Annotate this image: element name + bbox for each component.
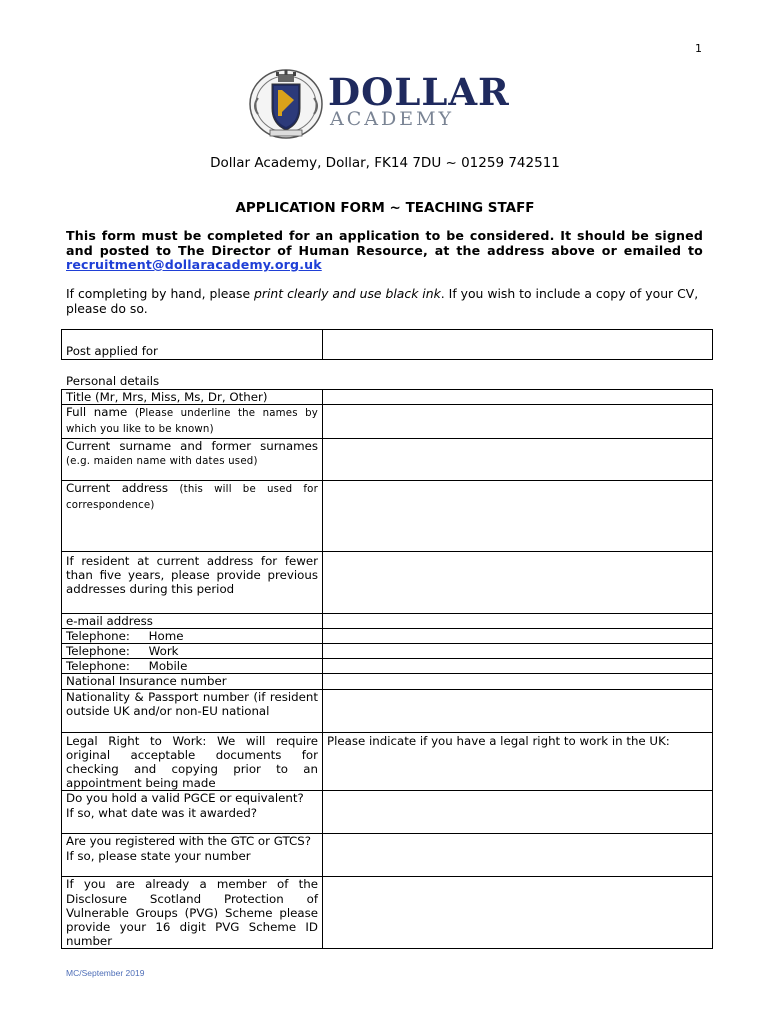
telephone-home-field[interactable]: [323, 628, 713, 643]
gtc-number-question: If so, please state your number: [66, 848, 251, 863]
post-table: [61, 329, 713, 360]
current-address-field[interactable]: [323, 480, 713, 551]
intro-paragraph: [66, 229, 703, 273]
legal-right-label: Legal Right to Work: We will require original acceptable documents for checking and copying prior to an appointment being made: [62, 732, 323, 791]
gtc-field[interactable]: [323, 834, 713, 877]
full-name-text: Full name: [66, 405, 128, 420]
title-field[interactable]: [323, 390, 713, 405]
email-field[interactable]: [323, 613, 713, 628]
current-address-text: Current address: [66, 480, 169, 495]
pgce-label: [62, 791, 323, 834]
full-name-label: [62, 405, 323, 438]
telephone-mobile-label: Telephone: Mobile: [62, 659, 323, 674]
previous-address-label: [62, 551, 323, 613]
post-applied-label: Post applied for: [62, 330, 323, 360]
pvg-label: If you are already a member of the Disclosure Scotland Protection of Vulnerable Groups (PVG) Scheme please provide your 16 digit PVG Scheme ID number: [62, 877, 323, 949]
telephone-home-label: Telephone: Home: [62, 628, 323, 643]
post-applied-field[interactable]: [323, 330, 713, 360]
surname-label: [62, 438, 323, 480]
form-title: APPLICATION FORM ~ TEACHING STAFF: [235, 200, 535, 216]
telephone-mobile-field[interactable]: [323, 659, 713, 674]
gtc-label: [62, 834, 323, 877]
personal-details-table: [61, 389, 713, 949]
telephone-work-field[interactable]: [323, 644, 713, 659]
legal-right-field[interactable]: Please indicate if you have a legal right to work in the UK:: [323, 732, 713, 791]
current-address-label: [62, 480, 323, 551]
gtc-question: Are you registered with the GTC or GTCS?: [66, 834, 311, 849]
recruitment-email-link[interactable]: recruitment@dollaracademy.org.uk: [66, 257, 322, 272]
telephone-work-label: Telephone: Work: [62, 644, 323, 659]
completion-note-emphasis: print clearly and use black ink: [254, 286, 441, 301]
logo-subtitle: ACADEMY: [330, 108, 455, 130]
completion-note: [66, 287, 711, 316]
ni-number-label: National Insurance number: [62, 674, 323, 689]
school-logo: [248, 68, 528, 140]
intro-text: This form must be completed for an application to be considered. It should be signed and posted to The Director of Human Resource, at the address above or emailed to: [66, 228, 703, 258]
full-name-field[interactable]: [323, 405, 713, 438]
pgce-date-question: If so, what date was it awarded?: [66, 805, 257, 820]
document-footer: MC/September 2019: [66, 968, 145, 978]
pgce-question: Do you hold a valid PGCE or equivalent?: [66, 791, 304, 806]
surname-text: Current surname and former surnames: [66, 438, 318, 453]
completion-note-end: . If you wish to include a copy of your CV, please do so.: [66, 286, 699, 316]
nationality-label: Nationality & Passport number (if resident outside UK and/or non-EU national: [62, 689, 323, 732]
email-label: e-mail address: [62, 613, 323, 628]
pgce-field[interactable]: [323, 791, 713, 834]
page-number: 1: [695, 42, 702, 55]
ni-number-field[interactable]: [323, 674, 713, 689]
pvg-field[interactable]: [323, 877, 713, 949]
completion-note-start: If completing by hand, please: [66, 286, 255, 301]
previous-address-field[interactable]: [323, 551, 713, 613]
full-name-note: (Please underline the names by which you like to be known): [66, 408, 318, 436]
personal-details-heading: Personal details: [66, 374, 160, 388]
surname-note: (e.g. maiden name with dates used): [66, 455, 258, 467]
logo-title: DOLLAR: [328, 70, 510, 114]
current-address-note: (this will be used for correspondence): [66, 483, 319, 511]
school-crest-icon: [248, 68, 324, 140]
previous-address-text: If resident at current address for fewer than five years, please provide previous addresses during this period: [66, 553, 318, 597]
surname-field[interactable]: [323, 438, 713, 480]
nationality-field[interactable]: [323, 689, 713, 732]
title-label: Title (Mr, Mrs, Miss, Ms, Dr, Other): [62, 390, 323, 405]
school-address: Dollar Academy, Dollar, FK14 7DU ~ 01259 742511: [210, 155, 560, 171]
